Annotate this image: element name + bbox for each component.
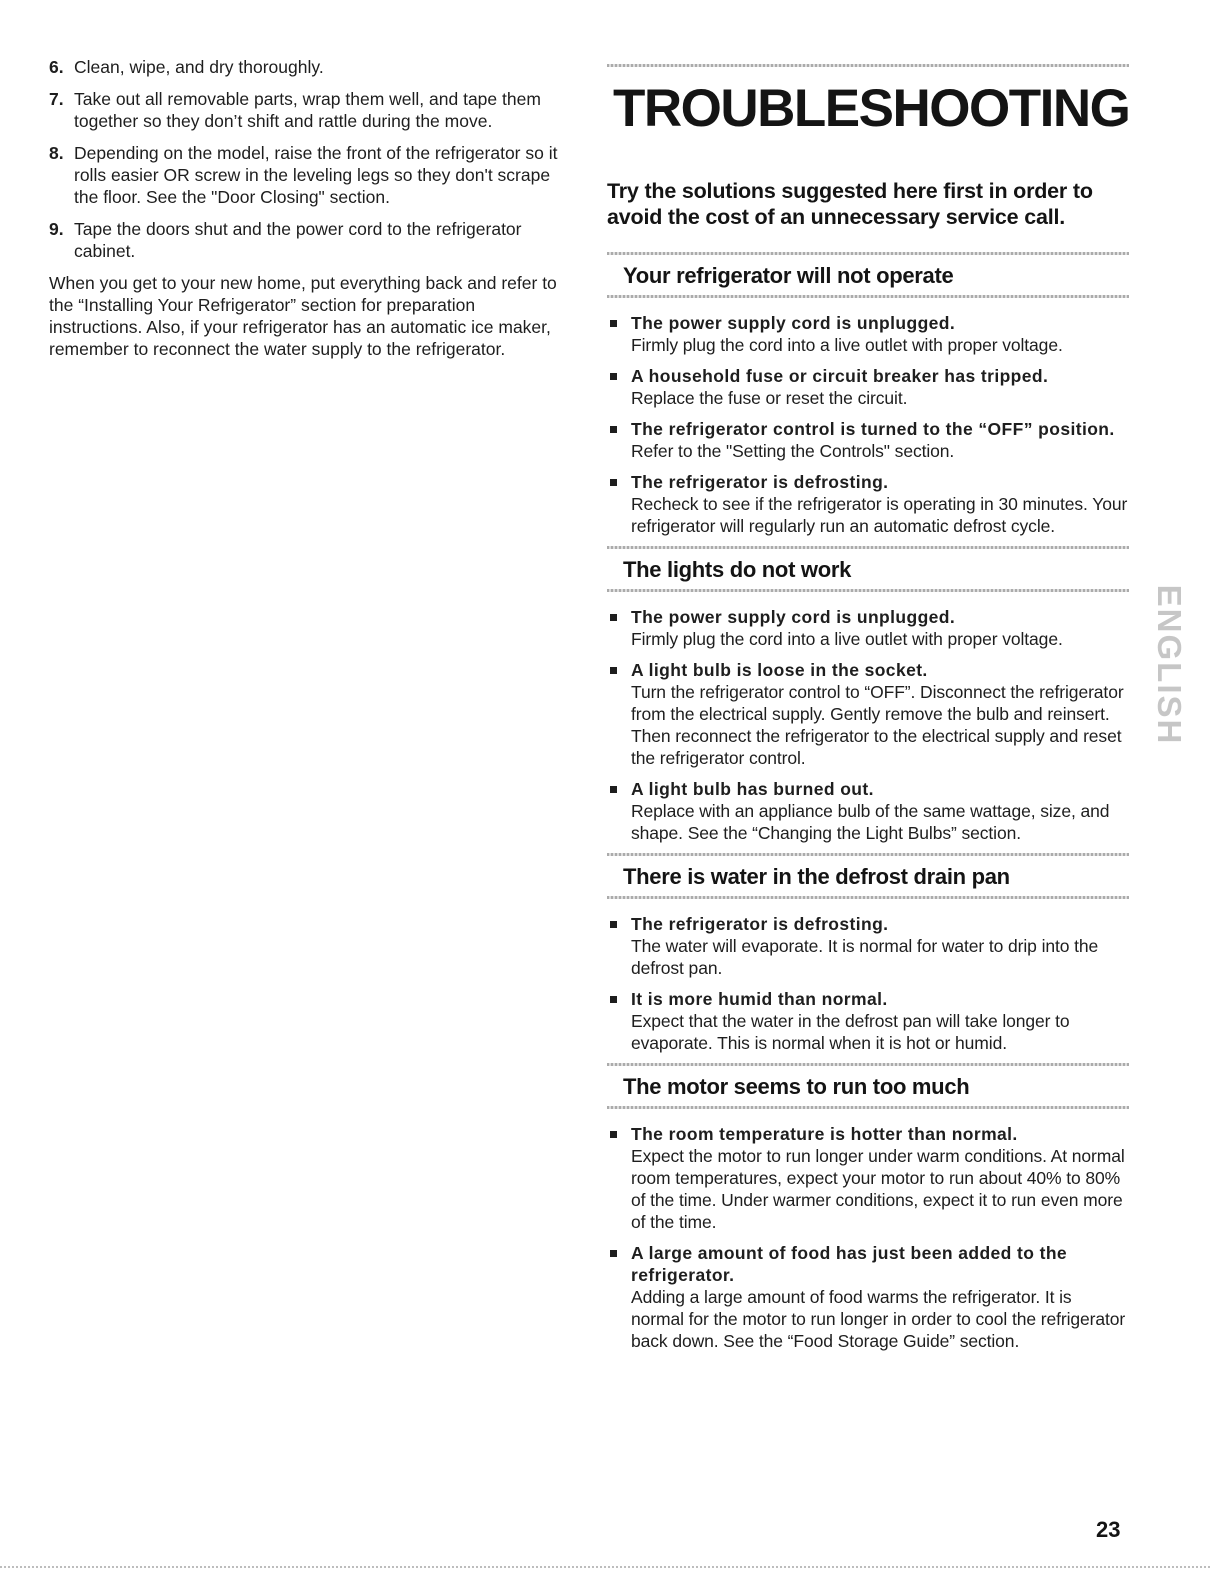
step-item: [49, 142, 567, 208]
left-column: [49, 56, 567, 360]
bullet-icon: [607, 913, 631, 979]
step-item: [49, 218, 567, 262]
troubleshooting-column: [607, 64, 1129, 1361]
list-item: [607, 1123, 1129, 1233]
step-item: [49, 88, 567, 132]
bullet-icon: [607, 988, 631, 1054]
bullet-icon: [607, 778, 631, 844]
problem-solution: The water will evaporate. It is normal for water to drip into the defrost pan.: [631, 936, 1099, 978]
problem-solution: Firmly plug the cord into a live outlet with proper voltage.: [631, 335, 1063, 355]
step-text: Clean, wipe, and dry thoroughly.: [74, 57, 324, 77]
list-item: [607, 778, 1129, 844]
section-heading: The motor seems to run too much: [623, 1074, 970, 1099]
list-item: [607, 913, 1129, 979]
problem-cause: A light bulb is loose in the socket.: [631, 660, 928, 680]
step-number: 9.: [49, 219, 64, 239]
divider: [607, 896, 1129, 899]
section-heading: There is water in the defrost drain pan: [623, 864, 1010, 889]
section-motor: [607, 1063, 1129, 1352]
problem-list: [607, 1109, 1129, 1352]
divider: [607, 252, 1129, 255]
problem-list: [607, 899, 1129, 1054]
page-title: TROUBLESHOOTING: [613, 79, 1130, 138]
bullet-icon: [607, 659, 631, 769]
problem-solution: Turn the refrigerator control to “OFF”. Disconnect the refrigerator from the electrical supply. Gently remove the bulb and reinsert. Then reconnect the refrigerator to the electrical supply and reset the refrigerator control.: [631, 682, 1124, 768]
problem-cause: It is more humid than normal.: [631, 989, 888, 1009]
page-number: 23: [1096, 1517, 1121, 1542]
section-lights: [607, 546, 1129, 844]
list-item: [607, 365, 1129, 409]
step-text: Take out all removable parts, wrap them well, and tape them together so they don’t shift and rattle during the move.: [74, 89, 541, 131]
divider: [607, 1106, 1129, 1109]
intro-text: Try the solutions suggested here first in order to avoid the cost of an unnecessary service call.: [607, 179, 1093, 229]
problem-cause: The power supply cord is unplugged.: [631, 607, 956, 627]
section-defrost-pan: [607, 853, 1129, 1054]
problem-list: [607, 298, 1129, 537]
list-item: [607, 606, 1129, 650]
problem-solution: Expect that the water in the defrost pan will take longer to evaporate. This is normal when it is hot or humid.: [631, 1011, 1070, 1053]
problem-cause: The room temperature is hotter than normal.: [631, 1124, 1018, 1144]
bottom-divider: [0, 1566, 1211, 1568]
problem-solution: Expect the motor to run longer under warm conditions. At normal room temperatures, expect your motor to run about 40% to 80% of the time. Under warmer conditions, expect it to run even more of the time.: [631, 1146, 1125, 1232]
bullet-icon: [607, 1242, 631, 1352]
section-not-operate: [607, 252, 1129, 537]
problem-solution: Firmly plug the cord into a live outlet with proper voltage.: [631, 629, 1063, 649]
problem-cause: A household fuse or circuit breaker has tripped.: [631, 366, 1049, 386]
problem-cause: A large amount of food has just been added to the refrigerator.: [631, 1243, 1068, 1285]
divider: [607, 589, 1129, 592]
language-tab: [1151, 567, 1188, 763]
step-number: 7.: [49, 89, 64, 109]
step-text: Depending on the model, raise the front of the refrigerator so it rolls easier OR screw in the leveling legs so they don't scrape the floor. See the "Door Closing" section.: [74, 143, 558, 207]
bullet-icon: [607, 312, 631, 356]
list-item: [607, 1242, 1129, 1352]
section-heading: The lights do not work: [623, 557, 852, 582]
language-tab-label: ENGLISH: [1151, 584, 1188, 746]
problem-solution: Replace with an appliance bulb of the same wattage, size, and shape. See the “Changing the Light Bulbs” section.: [631, 801, 1110, 843]
step-text: Tape the doors shut and the power cord to the refrigerator cabinet.: [74, 219, 522, 261]
bullet-icon: [607, 471, 631, 537]
bullet-icon: [607, 365, 631, 409]
problem-solution: Refer to the "Setting the Controls" section.: [631, 441, 955, 461]
divider: [607, 1063, 1129, 1066]
problem-cause: The refrigerator control is turned to the “OFF” position.: [631, 419, 1115, 439]
divider: [607, 295, 1129, 298]
list-item: [607, 471, 1129, 537]
list-item: [607, 312, 1129, 356]
problem-cause: The refrigerator is defrosting.: [631, 914, 889, 934]
list-item: [607, 659, 1129, 769]
problem-solution: Adding a large amount of food warms the refrigerator. It is normal for the motor to run longer in order to cool the refrigerator back down. See the “Food Storage Guide” section.: [631, 1287, 1126, 1351]
divider: [607, 853, 1129, 856]
problem-cause: The power supply cord is unplugged.: [631, 313, 956, 333]
bullet-icon: [607, 606, 631, 650]
problem-solution: Replace the fuse or reset the circuit.: [631, 388, 908, 408]
list-item: [607, 988, 1129, 1054]
bullet-icon: [607, 1123, 631, 1233]
moving-paragraph: When you get to your new home, put everything back and refer to the “Installing Your Refrigerator” section for preparation instructions. Also, if your refrigerator has an automatic ice maker, remember to reconnect the water supply to the refrigerator.: [49, 273, 557, 359]
step-number: 6.: [49, 57, 64, 77]
problem-cause: A light bulb has burned out.: [631, 779, 874, 799]
divider: [607, 546, 1129, 549]
section-heading: Your refrigerator will not operate: [623, 263, 954, 288]
list-item: [607, 418, 1129, 462]
step-item: [49, 56, 567, 78]
bullet-icon: [607, 418, 631, 462]
divider: [607, 64, 1129, 67]
problem-solution: Recheck to see if the refrigerator is operating in 30 minutes. Your refrigerator will regularly run an automatic defrost cycle.: [631, 494, 1128, 536]
problem-list: [607, 592, 1129, 844]
step-number: 8.: [49, 143, 64, 163]
problem-cause: The refrigerator is defrosting.: [631, 472, 889, 492]
